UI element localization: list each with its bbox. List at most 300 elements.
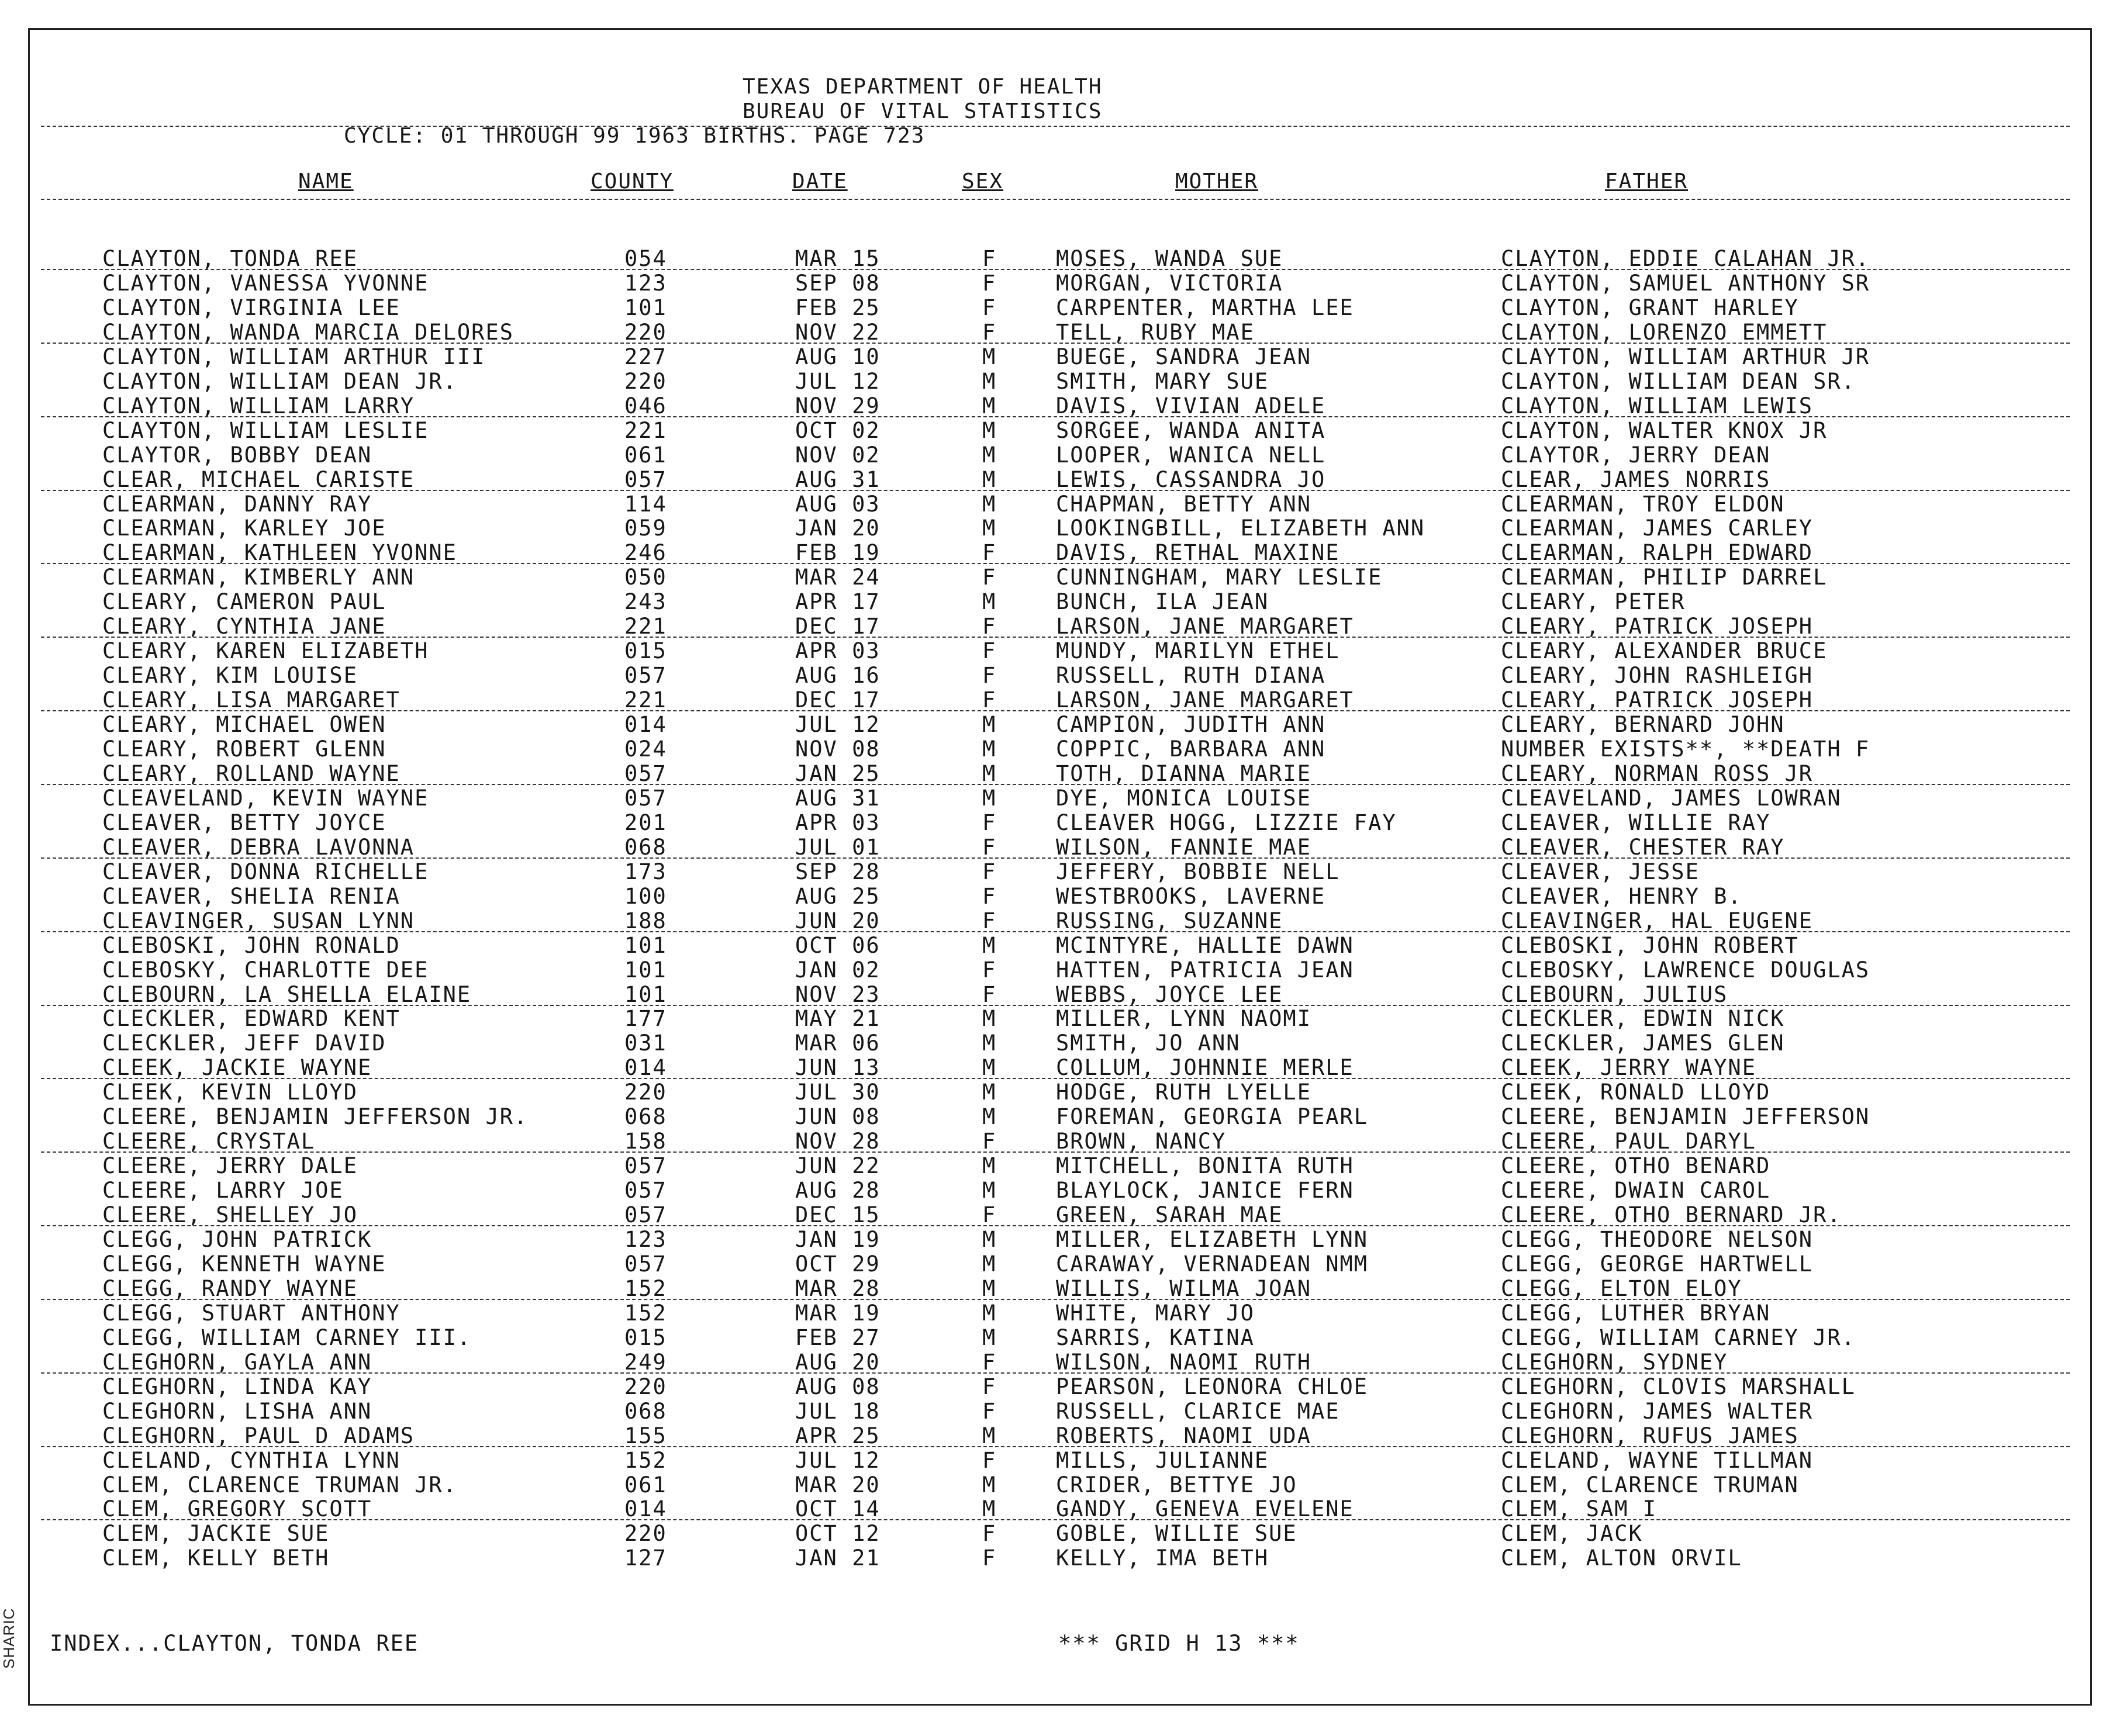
- cell-sex: F: [982, 540, 997, 565]
- cell-father: CLEARMAN, PHILIP DARREL: [1501, 565, 1828, 590]
- cell-name: CLEM, KELLY BETH: [102, 1545, 330, 1571]
- cell-sex: M: [982, 736, 997, 762]
- cell-mother: CRIDER, BETTYE JO: [1056, 1472, 1297, 1498]
- cell-father: CLAYTON, WILLIAM DEAN SR.: [1501, 369, 1856, 394]
- cell-mother: JEFFERY, BOBBIE NELL: [1056, 859, 1340, 884]
- cell-father: CLEGHORN, JAMES WALTER: [1501, 1399, 1814, 1424]
- cell-date: JAN 02: [795, 957, 881, 983]
- cell-sex: F: [982, 1399, 997, 1424]
- cell-date: MAR 19: [795, 1301, 881, 1326]
- cell-name: CLEGHORN, GAYLA ANN: [102, 1350, 372, 1375]
- cell-sex: F: [982, 1448, 997, 1473]
- cell-county: 201: [624, 810, 667, 835]
- cell-mother: SARRIS, KATINA: [1056, 1325, 1255, 1350]
- row-group-divider: [41, 1372, 2070, 1374]
- cell-mother: MILLER, ELIZABETH LYNN: [1056, 1227, 1369, 1252]
- row-group-divider: [41, 710, 2070, 711]
- cell-name: CLEAVER, DEBRA LAVONNA: [102, 835, 415, 860]
- cell-sex: F: [982, 1129, 997, 1154]
- cell-mother: WHITE, MARY JO: [1056, 1301, 1255, 1326]
- cell-date: JUL 12: [795, 712, 881, 737]
- cell-mother: FOREMAN, GEORGIA PEARL: [1056, 1104, 1369, 1129]
- cell-sex: M: [982, 1276, 997, 1301]
- cell-sex: F: [982, 810, 997, 835]
- cell-date: NOV 28: [795, 1129, 881, 1154]
- row-group-divider: [41, 343, 2070, 344]
- cell-mother: ROBERTS, NAOMI UDA: [1056, 1423, 1311, 1448]
- cell-date: MAY 21: [795, 1006, 881, 1031]
- cell-mother: CUNNINGHAM, MARY LESLIE: [1056, 565, 1383, 590]
- cell-name: CLEGG, RANDY WAYNE: [102, 1276, 358, 1301]
- header-department: TEXAS DEPARTMENT OF HEALTH: [743, 75, 1103, 99]
- cell-mother: BLAYLOCK, JANICE FERN: [1056, 1178, 1354, 1203]
- cell-county: 057: [624, 663, 667, 688]
- cell-father: CLECKLER, EDWIN NICK: [1501, 1006, 1785, 1031]
- row-group-divider: [41, 857, 2070, 859]
- cell-mother: LOOKINGBILL, ELIZABETH ANN: [1056, 516, 1425, 541]
- cell-county: 054: [624, 246, 667, 271]
- cell-mother: RUSSELL, RUTH DIANA: [1056, 663, 1326, 688]
- cell-county: 246: [624, 540, 667, 565]
- cell-date: DEC 17: [795, 687, 881, 713]
- cell-county: 221: [624, 614, 667, 639]
- cell-father: CLEAVER, HENRY B.: [1501, 884, 1742, 909]
- cell-mother: MILLS, JULIANNE: [1056, 1448, 1269, 1473]
- cell-name: CLEBOURN, LA SHELLA ELAINE: [102, 982, 472, 1007]
- cell-sex: F: [982, 1202, 997, 1227]
- cell-father: CLEARY, NORMAN ROSS JR: [1501, 761, 1814, 786]
- cell-mother: CARPENTER, MARTHA LEE: [1056, 295, 1354, 320]
- cell-date: NOV 29: [795, 393, 881, 419]
- cell-date: APR 17: [795, 589, 881, 614]
- cell-father: CLEARY, PATRICK JOSEPH: [1501, 687, 1814, 713]
- cell-date: MAR 06: [795, 1030, 881, 1056]
- cell-mother: WILSON, NAOMI RUTH: [1056, 1350, 1311, 1375]
- cell-mother: MITCHELL, BONITA RUTH: [1056, 1153, 1354, 1178]
- cell-county: 015: [624, 638, 667, 663]
- cell-name: CLEAVELAND, KEVIN WAYNE: [102, 786, 429, 811]
- cell-name: CLAYTON, WANDA MARCIA DELORES: [102, 320, 515, 345]
- cell-father: CLECKLER, JAMES GLEN: [1501, 1030, 1785, 1056]
- cell-sex: F: [982, 565, 997, 590]
- cell-mother: TOTH, DIANNA MARIE: [1056, 761, 1311, 786]
- cell-county: 057: [624, 467, 667, 492]
- cell-father: CLEERE, PAUL DARYL: [1501, 1129, 1756, 1154]
- cell-father: CLEM, JACK: [1501, 1521, 1643, 1546]
- cell-mother: MUNDY, MARILYN ETHEL: [1056, 638, 1340, 663]
- cell-date: APR 03: [795, 810, 881, 835]
- cell-mother: WILSON, FANNIE MAE: [1056, 835, 1311, 860]
- cell-father: CLEGHORN, CLOVIS MARSHALL: [1501, 1374, 1856, 1399]
- cell-name: CLEARY, CYNTHIA JANE: [102, 614, 386, 639]
- cell-date: FEB 27: [795, 1325, 881, 1350]
- row-group-divider: [41, 931, 2070, 932]
- cell-mother: DYE, MONICA LOUISE: [1056, 786, 1311, 811]
- cell-name: CLEBOSKY, CHARLOTTE DEE: [102, 957, 429, 983]
- cell-county: 014: [624, 712, 667, 737]
- cell-sex: M: [982, 467, 997, 492]
- cell-name: CLEARMAN, KIMBERLY ANN: [102, 565, 415, 590]
- cell-county: 173: [624, 859, 667, 884]
- cell-sex: M: [982, 933, 997, 958]
- cell-date: OCT 12: [795, 1521, 881, 1546]
- cell-name: CLEARY, MICHAEL OWEN: [102, 712, 386, 737]
- cell-father: CLEERE, OTHO BERNARD JR.: [1501, 1202, 1842, 1227]
- cell-name: CLEARMAN, DANNY RAY: [102, 492, 372, 517]
- cell-father: CLEARY, PATRICK JOSEPH: [1501, 614, 1814, 639]
- cell-county: 015: [624, 1325, 667, 1350]
- row-group-divider: [41, 637, 2070, 638]
- cell-father: CLEEK, JERRY WAYNE: [1501, 1055, 1756, 1080]
- cell-father: CLAYTON, WILLIAM ARTHUR JR: [1501, 344, 1870, 369]
- cell-date: JUL 12: [795, 369, 881, 394]
- cell-father: CLEAVER, CHESTER RAY: [1501, 835, 1785, 860]
- cell-mother: LARSON, JANE MARGARET: [1056, 614, 1354, 639]
- cell-date: JUN 20: [795, 908, 881, 933]
- cell-sex: M: [982, 442, 997, 468]
- column-header-mother: MOTHER: [1175, 170, 1259, 193]
- cell-sex: M: [982, 1055, 997, 1080]
- cell-county: 227: [624, 344, 667, 369]
- cell-mother: SORGEE, WANDA ANITA: [1056, 418, 1326, 443]
- cell-mother: COPPIC, BARBARA ANN: [1056, 736, 1326, 762]
- cell-sex: F: [982, 295, 997, 320]
- cell-name: CLEAVER, DONNA RICHELLE: [102, 859, 429, 884]
- cell-date: FEB 19: [795, 540, 881, 565]
- cell-father: CLEERE, BENJAMIN JEFFERSON: [1501, 1104, 1870, 1129]
- cell-father: CLEAVER, JESSE: [1501, 859, 1700, 884]
- cell-county: 046: [624, 393, 667, 419]
- cell-father: CLEAVER, WILLIE RAY: [1501, 810, 1771, 835]
- cell-name: CLAYTON, TONDA REE: [102, 246, 358, 271]
- cell-name: CLEERE, BENJAMIN JEFFERSON JR.: [102, 1104, 529, 1129]
- cell-father: CLEM, CLARENCE TRUMAN: [1501, 1472, 1799, 1498]
- cell-mother: HODGE, RUTH LYELLE: [1056, 1080, 1311, 1105]
- cell-county: 152: [624, 1301, 667, 1326]
- cell-name: CLEGG, KENNETH WAYNE: [102, 1251, 386, 1277]
- cell-sex: M: [982, 1178, 997, 1203]
- cell-sex: F: [982, 271, 997, 296]
- cell-sex: M: [982, 1006, 997, 1031]
- cell-mother: WEBBS, JOYCE LEE: [1056, 982, 1283, 1007]
- cell-mother: KELLY, IMA BETH: [1056, 1545, 1269, 1571]
- cell-date: AUG 31: [795, 786, 881, 811]
- cell-name: CLEARMAN, KARLEY JOE: [102, 516, 386, 541]
- cell-sex: F: [982, 246, 997, 271]
- cell-name: CLEAVINGER, SUSAN LYNN: [102, 908, 415, 933]
- cell-county: 031: [624, 1030, 667, 1056]
- cell-name: CLEBOSKI, JOHN RONALD: [102, 933, 400, 958]
- cell-sex: M: [982, 344, 997, 369]
- row-group-divider: [41, 1519, 2070, 1520]
- cell-father: CLEARMAN, RALPH EDWARD: [1501, 540, 1814, 565]
- cell-county: 014: [624, 1055, 667, 1080]
- cell-date: AUG 25: [795, 884, 881, 909]
- cell-date: APR 25: [795, 1423, 881, 1448]
- cell-sex: M: [982, 1496, 997, 1521]
- cell-father: CLAYTON, WILLIAM LEWIS: [1501, 393, 1814, 419]
- cell-sex: M: [982, 516, 997, 541]
- row-group-divider: [41, 490, 2070, 491]
- cell-mother: MILLER, LYNN NAOMI: [1056, 1006, 1311, 1031]
- cell-name: CLAYTON, WILLIAM LARRY: [102, 393, 415, 419]
- cell-name: CLEERE, CRYSTAL: [102, 1129, 316, 1154]
- cell-date: AUG 16: [795, 663, 881, 688]
- cell-mother: HATTEN, PATRICIA JEAN: [1056, 957, 1354, 983]
- cell-sex: M: [982, 393, 997, 419]
- cell-county: 061: [624, 442, 667, 468]
- cell-county: 220: [624, 1374, 667, 1399]
- cell-sex: F: [982, 1350, 997, 1375]
- cell-county: 057: [624, 786, 667, 811]
- cell-date: JUL 18: [795, 1399, 881, 1424]
- cell-date: MAR 20: [795, 1472, 881, 1498]
- cell-name: CLAYTON, VIRGINIA LEE: [102, 295, 400, 320]
- cell-father: CLAYTON, SAMUEL ANTHONY SR: [1501, 271, 1870, 296]
- row-group-divider: [41, 1151, 2070, 1153]
- cell-name: CLEM, GREGORY SCOTT: [102, 1496, 372, 1521]
- cell-father: CLAYTOR, JERRY DEAN: [1501, 442, 1771, 468]
- cell-name: CLAYTON, WILLIAM ARTHUR III: [102, 344, 486, 369]
- cell-name: CLEGG, STUART ANTHONY: [102, 1301, 400, 1326]
- cell-sex: M: [982, 712, 997, 737]
- cell-mother: MOSES, WANDA SUE: [1056, 246, 1283, 271]
- cell-date: NOV 08: [795, 736, 881, 762]
- cell-sex: M: [982, 1423, 997, 1448]
- column-header-sex: SEX: [962, 170, 1004, 193]
- cell-name: CLAYTON, WILLIAM DEAN JR.: [102, 369, 457, 394]
- cell-father: NUMBER EXISTS**, **DEATH F: [1501, 736, 1870, 762]
- cell-date: MAR 28: [795, 1276, 881, 1301]
- cell-mother: TELL, RUBY MAE: [1056, 320, 1255, 345]
- cell-county: 177: [624, 1006, 667, 1031]
- cell-father: CLEM, SAM I: [1501, 1496, 1658, 1521]
- cell-date: AUG 20: [795, 1350, 881, 1375]
- cell-name: CLEARY, ROLLAND WAYNE: [102, 761, 400, 786]
- cell-father: CLEBOSKY, LAWRENCE DOUGLAS: [1501, 957, 1870, 983]
- cell-sex: F: [982, 320, 997, 345]
- cell-county: 155: [624, 1423, 667, 1448]
- cell-sex: M: [982, 492, 997, 517]
- cell-sex: F: [982, 638, 997, 663]
- cell-county: 024: [624, 736, 667, 762]
- column-header-father: FATHER: [1605, 170, 1689, 193]
- cell-date: JAN 19: [795, 1227, 881, 1252]
- cell-name: CLEERE, SHELLEY JO: [102, 1202, 358, 1227]
- side-label: SHARIC: [0, 1607, 18, 1669]
- cell-county: 101: [624, 982, 667, 1007]
- cell-sex: F: [982, 614, 997, 639]
- cell-date: MAR 15: [795, 246, 881, 271]
- column-header-name: NAME: [298, 170, 354, 193]
- cell-father: CLEGG, LUTHER BRYAN: [1501, 1301, 1771, 1326]
- cell-father: CLEARY, ALEXANDER BRUCE: [1501, 638, 1828, 663]
- cell-father: CLELAND, WAYNE TILLMAN: [1501, 1448, 1814, 1473]
- cell-date: APR 03: [795, 638, 881, 663]
- cell-sex: M: [982, 1472, 997, 1498]
- cell-name: CLEARMAN, KATHLEEN YVONNE: [102, 540, 457, 565]
- cell-sex: M: [982, 1104, 997, 1129]
- cell-mother: MORGAN, VICTORIA: [1056, 271, 1283, 296]
- footer-index: INDEX...CLAYTON, TONDA REE: [50, 1631, 419, 1656]
- cell-county: 101: [624, 933, 667, 958]
- cell-date: AUG 28: [795, 1178, 881, 1203]
- cell-mother: BROWN, NANCY: [1056, 1129, 1227, 1154]
- cell-county: 068: [624, 835, 667, 860]
- cell-father: CLEARMAN, JAMES CARLEY: [1501, 516, 1814, 541]
- cell-name: CLEGG, JOHN PATRICK: [102, 1227, 372, 1252]
- row-group-divider: [41, 1299, 2070, 1300]
- cell-mother: BUNCH, ILA JEAN: [1056, 589, 1269, 614]
- column-header-county: COUNTY: [591, 170, 674, 193]
- cell-sex: M: [982, 589, 997, 614]
- cell-county: 100: [624, 884, 667, 909]
- cell-name: CLEERE, LARRY JOE: [102, 1178, 344, 1203]
- cell-date: NOV 22: [795, 320, 881, 345]
- cell-county: 059: [624, 516, 667, 541]
- cell-mother: PEARSON, LEONORA CHLOE: [1056, 1374, 1369, 1399]
- cell-sex: M: [982, 786, 997, 811]
- cell-name: CLEM, CLARENCE TRUMAN JR.: [102, 1472, 457, 1498]
- cell-sex: M: [982, 1153, 997, 1178]
- cell-county: 243: [624, 589, 667, 614]
- cell-name: CLEGHORN, PAUL D ADAMS: [102, 1423, 415, 1448]
- cell-county: 123: [624, 271, 667, 296]
- cell-name: CLEAVER, BETTY JOYCE: [102, 810, 386, 835]
- cell-mother: GOBLE, WILLIE SUE: [1056, 1521, 1297, 1546]
- cell-father: CLEERE, DWAIN CAROL: [1501, 1178, 1771, 1203]
- cell-name: CLEEK, JACKIE WAYNE: [102, 1055, 372, 1080]
- cell-mother: SMITH, MARY SUE: [1056, 369, 1269, 394]
- cell-date: NOV 02: [795, 442, 881, 468]
- cell-county: 050: [624, 565, 667, 590]
- cell-name: CLEARY, KAREN ELIZABETH: [102, 638, 429, 663]
- cell-father: CLEGG, ELTON ELOY: [1501, 1276, 1742, 1301]
- cell-sex: M: [982, 1030, 997, 1056]
- cell-name: CLEERE, JERRY DALE: [102, 1153, 358, 1178]
- cell-father: CLEM, ALTON ORVIL: [1501, 1545, 1742, 1571]
- cell-mother: CHAPMAN, BETTY ANN: [1056, 492, 1311, 517]
- cell-sex: M: [982, 761, 997, 786]
- cell-date: JAN 20: [795, 516, 881, 541]
- cell-father: CLEEK, RONALD LLOYD: [1501, 1080, 1771, 1105]
- cell-date: JUL 30: [795, 1080, 881, 1105]
- cell-county: 101: [624, 957, 667, 983]
- cell-date: AUG 10: [795, 344, 881, 369]
- cell-sex: F: [982, 835, 997, 860]
- cell-father: CLAYTON, LORENZO EMMETT: [1501, 320, 1828, 345]
- cell-mother: CLEAVER HOGG, LIZZIE FAY: [1056, 810, 1397, 835]
- cell-name: CLECKLER, JEFF DAVID: [102, 1030, 386, 1056]
- cell-name: CLEAVER, SHELIA RENIA: [102, 884, 400, 909]
- cell-sex: M: [982, 1080, 997, 1105]
- cell-mother: BUEGE, SANDRA JEAN: [1056, 344, 1311, 369]
- cell-mother: GANDY, GENEVA EVELENE: [1056, 1496, 1354, 1521]
- cell-father: CLEAR, JAMES NORRIS: [1501, 467, 1771, 492]
- cell-name: CLEARY, LISA MARGARET: [102, 687, 400, 713]
- cell-sex: M: [982, 1251, 997, 1277]
- header-bureau: BUREAU OF VITAL STATISTICS: [743, 99, 1103, 123]
- cell-mother: GREEN, SARAH MAE: [1056, 1202, 1283, 1227]
- cell-father: CLEBOSKI, JOHN ROBERT: [1501, 933, 1799, 958]
- cell-name: CLECKLER, EDWARD KENT: [102, 1006, 400, 1031]
- cell-mother: RUSSELL, CLARICE MAE: [1056, 1399, 1340, 1424]
- cell-sex: F: [982, 687, 997, 713]
- cell-father: CLEBOURN, JULIUS: [1501, 982, 1728, 1007]
- cell-mother: LOOPER, WANICA NELL: [1056, 442, 1326, 468]
- cell-father: CLEARY, JOHN RASHLEIGH: [1501, 663, 1814, 688]
- cell-father: CLEGG, WILLIAM CARNEY JR.: [1501, 1325, 1856, 1350]
- cell-county: 220: [624, 369, 667, 394]
- cell-county: 220: [624, 320, 667, 345]
- cell-mother: WILLIS, WILMA JOAN: [1056, 1276, 1311, 1301]
- cell-mother: COLLUM, JOHNNIE MERLE: [1056, 1055, 1354, 1080]
- row-group-divider: [41, 784, 2070, 785]
- cell-father: CLAYTON, GRANT HARLEY: [1501, 295, 1799, 320]
- cell-date: DEC 17: [795, 614, 881, 639]
- cell-mother: LARSON, JANE MARGARET: [1056, 687, 1354, 713]
- cell-date: JUN 22: [795, 1153, 881, 1178]
- row-group-divider: [41, 416, 2070, 417]
- row-group-divider: [41, 1225, 2070, 1226]
- cell-date: AUG 31: [795, 467, 881, 492]
- cell-sex: F: [982, 884, 997, 909]
- cell-sex: F: [982, 663, 997, 688]
- cell-father: CLEGG, GEORGE HARTWELL: [1501, 1251, 1814, 1277]
- cell-county: 057: [624, 1178, 667, 1203]
- cell-county: 249: [624, 1350, 667, 1375]
- cell-sex: F: [982, 1521, 997, 1546]
- cell-county: 057: [624, 761, 667, 786]
- cell-date: OCT 06: [795, 933, 881, 958]
- cell-father: CLEGHORN, SYDNEY: [1501, 1350, 1728, 1375]
- cell-county: 221: [624, 687, 667, 713]
- cell-date: MAR 24: [795, 565, 881, 590]
- cell-sex: F: [982, 908, 997, 933]
- cell-name: CLEAR, MICHAEL CARISTE: [102, 467, 415, 492]
- cell-sex: M: [982, 418, 997, 443]
- cell-date: JUN 13: [795, 1055, 881, 1080]
- cell-mother: SMITH, JO ANN: [1056, 1030, 1241, 1056]
- cell-name: CLEARY, ROBERT GLENN: [102, 736, 386, 762]
- cell-county: 068: [624, 1104, 667, 1129]
- cell-sex: M: [982, 1301, 997, 1326]
- cell-name: CLEM, JACKIE SUE: [102, 1521, 330, 1546]
- cell-date: FEB 25: [795, 295, 881, 320]
- cell-sex: F: [982, 1545, 997, 1571]
- cell-sex: M: [982, 1227, 997, 1252]
- column-header-date: DATE: [792, 170, 848, 193]
- cell-mother: CAMPION, JUDITH ANN: [1056, 712, 1326, 737]
- cell-date: JAN 21: [795, 1545, 881, 1571]
- cell-county: 220: [624, 1080, 667, 1105]
- cell-father: CLEERE, OTHO BENARD: [1501, 1153, 1771, 1178]
- cell-father: CLAYTON, WALTER KNOX JR: [1501, 418, 1828, 443]
- cell-county: 101: [624, 295, 667, 320]
- row-group-divider: [41, 1078, 2070, 1079]
- cell-date: JAN 25: [795, 761, 881, 786]
- cell-date: OCT 02: [795, 418, 881, 443]
- cell-county: 152: [624, 1448, 667, 1473]
- cell-county: 057: [624, 1153, 667, 1178]
- cell-date: JUN 08: [795, 1104, 881, 1129]
- cell-sex: F: [982, 957, 997, 983]
- cell-mother: CARAWAY, VERNADEAN NMM: [1056, 1251, 1369, 1277]
- cell-date: AUG 03: [795, 492, 881, 517]
- cell-father: CLAYTON, EDDIE CALAHAN JR.: [1501, 246, 1870, 271]
- cell-mother: WESTBROOKS, LAVERNE: [1056, 884, 1326, 909]
- cell-county: 220: [624, 1521, 667, 1546]
